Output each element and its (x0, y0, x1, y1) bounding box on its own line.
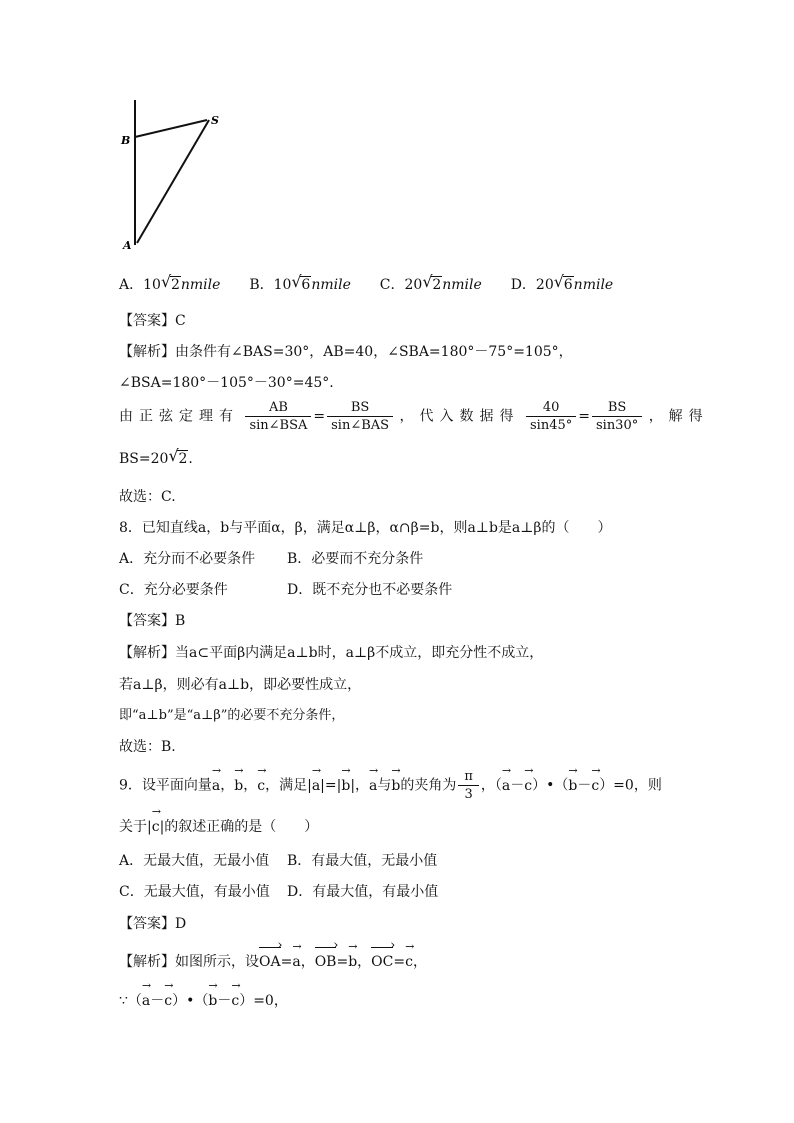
q7-option-b: B．10 √ 6nmile (249, 272, 351, 293)
q8-answer: 【答案】B (119, 613, 186, 629)
q9-option-c: C．无最大值，有最小值 (119, 884, 270, 900)
q7-option-a: A．10 √ 2nmile (119, 272, 221, 293)
fraction-bs-sinbas: $\frac{BS}{\text{sin∠BAS}}$ (327, 399, 393, 434)
q7-option-d: D．20 √ 6nmile (510, 272, 614, 293)
fraction-40-sin45: $\frac{40}{\sin 45^\circ}$ (526, 399, 576, 434)
q9-option-b: B．有最大值，无最小值 (287, 853, 438, 869)
q9-answer: 【答案】D (119, 916, 187, 932)
substitute-text: ，代入数据得 (399, 408, 520, 425)
q9-stem-line-1: 9．设平面向量→ a，→ b，→ c，满足|→ a|=|→ b|，→ a与→ b的夹角为 $\frac{\pi}{3}$ ，（→ a－→ c）•（→ b－→ c）=0，则 (119, 768, 662, 803)
q9-stem-line-2: 关于|→ c|的叙述正确的是（ ） (119, 817, 318, 837)
q8-analysis-1: 【解析】当a⊂平面β内满足a⊥b时，a⊥β不成立，即充分性不成立， (119, 645, 544, 661)
q8-analysis-2: 若a⊥β，则必有a⊥b，即必要性成立， (119, 677, 362, 693)
q8-options-row-1 (119, 549, 423, 569)
q7-conclusion: 故选：C. (119, 489, 176, 505)
q9-analysis-2: ∵（→ a－→ c）•（→ b－→ c）=0， (119, 991, 288, 1011)
sine-law-intro: 由正弦定理有 (119, 408, 239, 425)
q8-analysis-3: 即“a⊥b”是“a⊥β”的必要不充分条件， (119, 708, 345, 723)
q7-analysis-2: ∠BSA=180°－105°－30°=45°. (119, 375, 334, 391)
q7-option-c: C．20 √ 2nmile (379, 272, 482, 293)
fraction-bs-sin30: $\frac{BS}{\sin 30^\circ}$ (592, 399, 642, 434)
label-s: S (211, 114, 219, 127)
q8-option-c: C．充分必要条件 (119, 582, 228, 598)
q7-analysis-1: 【解析】由条件有∠BAS=30°，AB=40，∠SBA=180°－75°=105°， (119, 344, 573, 360)
q9-option-d: D．有最大值，有最小值 (287, 884, 439, 900)
q9-options-row-2 (119, 882, 438, 902)
label-a: A (123, 239, 132, 252)
q7-answer: 【答案】C (119, 313, 186, 329)
q9-analysis-1: 【解析】如图所示，设OA ›=→ a，OB ›=→ b，OC ›=→ c， (119, 952, 427, 972)
label-b: B (121, 134, 131, 147)
q7-analysis-4: BS=20 √ 2. (119, 446, 193, 467)
fraction-pi-over-3: $\frac{\pi}{3}$ (458, 768, 479, 803)
q8-option-a: A．充分而不必要条件 (119, 551, 256, 567)
q8-option-b: B．必要而不充分条件 (287, 551, 424, 567)
q8-conclusion: 故选：B. (119, 739, 176, 755)
segment-as (137, 120, 209, 243)
q8-options-row-2 (119, 580, 452, 600)
solve-text: ，解得 (648, 408, 709, 425)
q7-analysis-3: 由正弦定理有 $\frac{AB}{\text{sin∠BSA}}$ = $\frac{BS}{\text{sin∠BAS}}$ ，代入数据得 $\frac{40}{\sin 45^\circ}$ = $\frac{BS}{\sin 30^\circ}$ ，解得 (119, 400, 709, 433)
triangle-figure (115, 95, 230, 255)
q7-options (119, 272, 614, 295)
fraction-ab-sinbsa: $\frac{AB}{\text{sin∠BSA}}$ (245, 399, 311, 434)
segment-bs (135, 120, 207, 137)
q9-option-a: A．无最大值，无最小值 (119, 853, 270, 869)
q8-option-d: D．既不充分也不必要条件 (287, 582, 453, 598)
q8-stem: 8．已知直线a，b与平面α，β，满足α⊥β，α∩β=b，则a⊥b是a⊥β的（ ） (119, 520, 612, 536)
q9-options-row-1 (119, 851, 437, 871)
